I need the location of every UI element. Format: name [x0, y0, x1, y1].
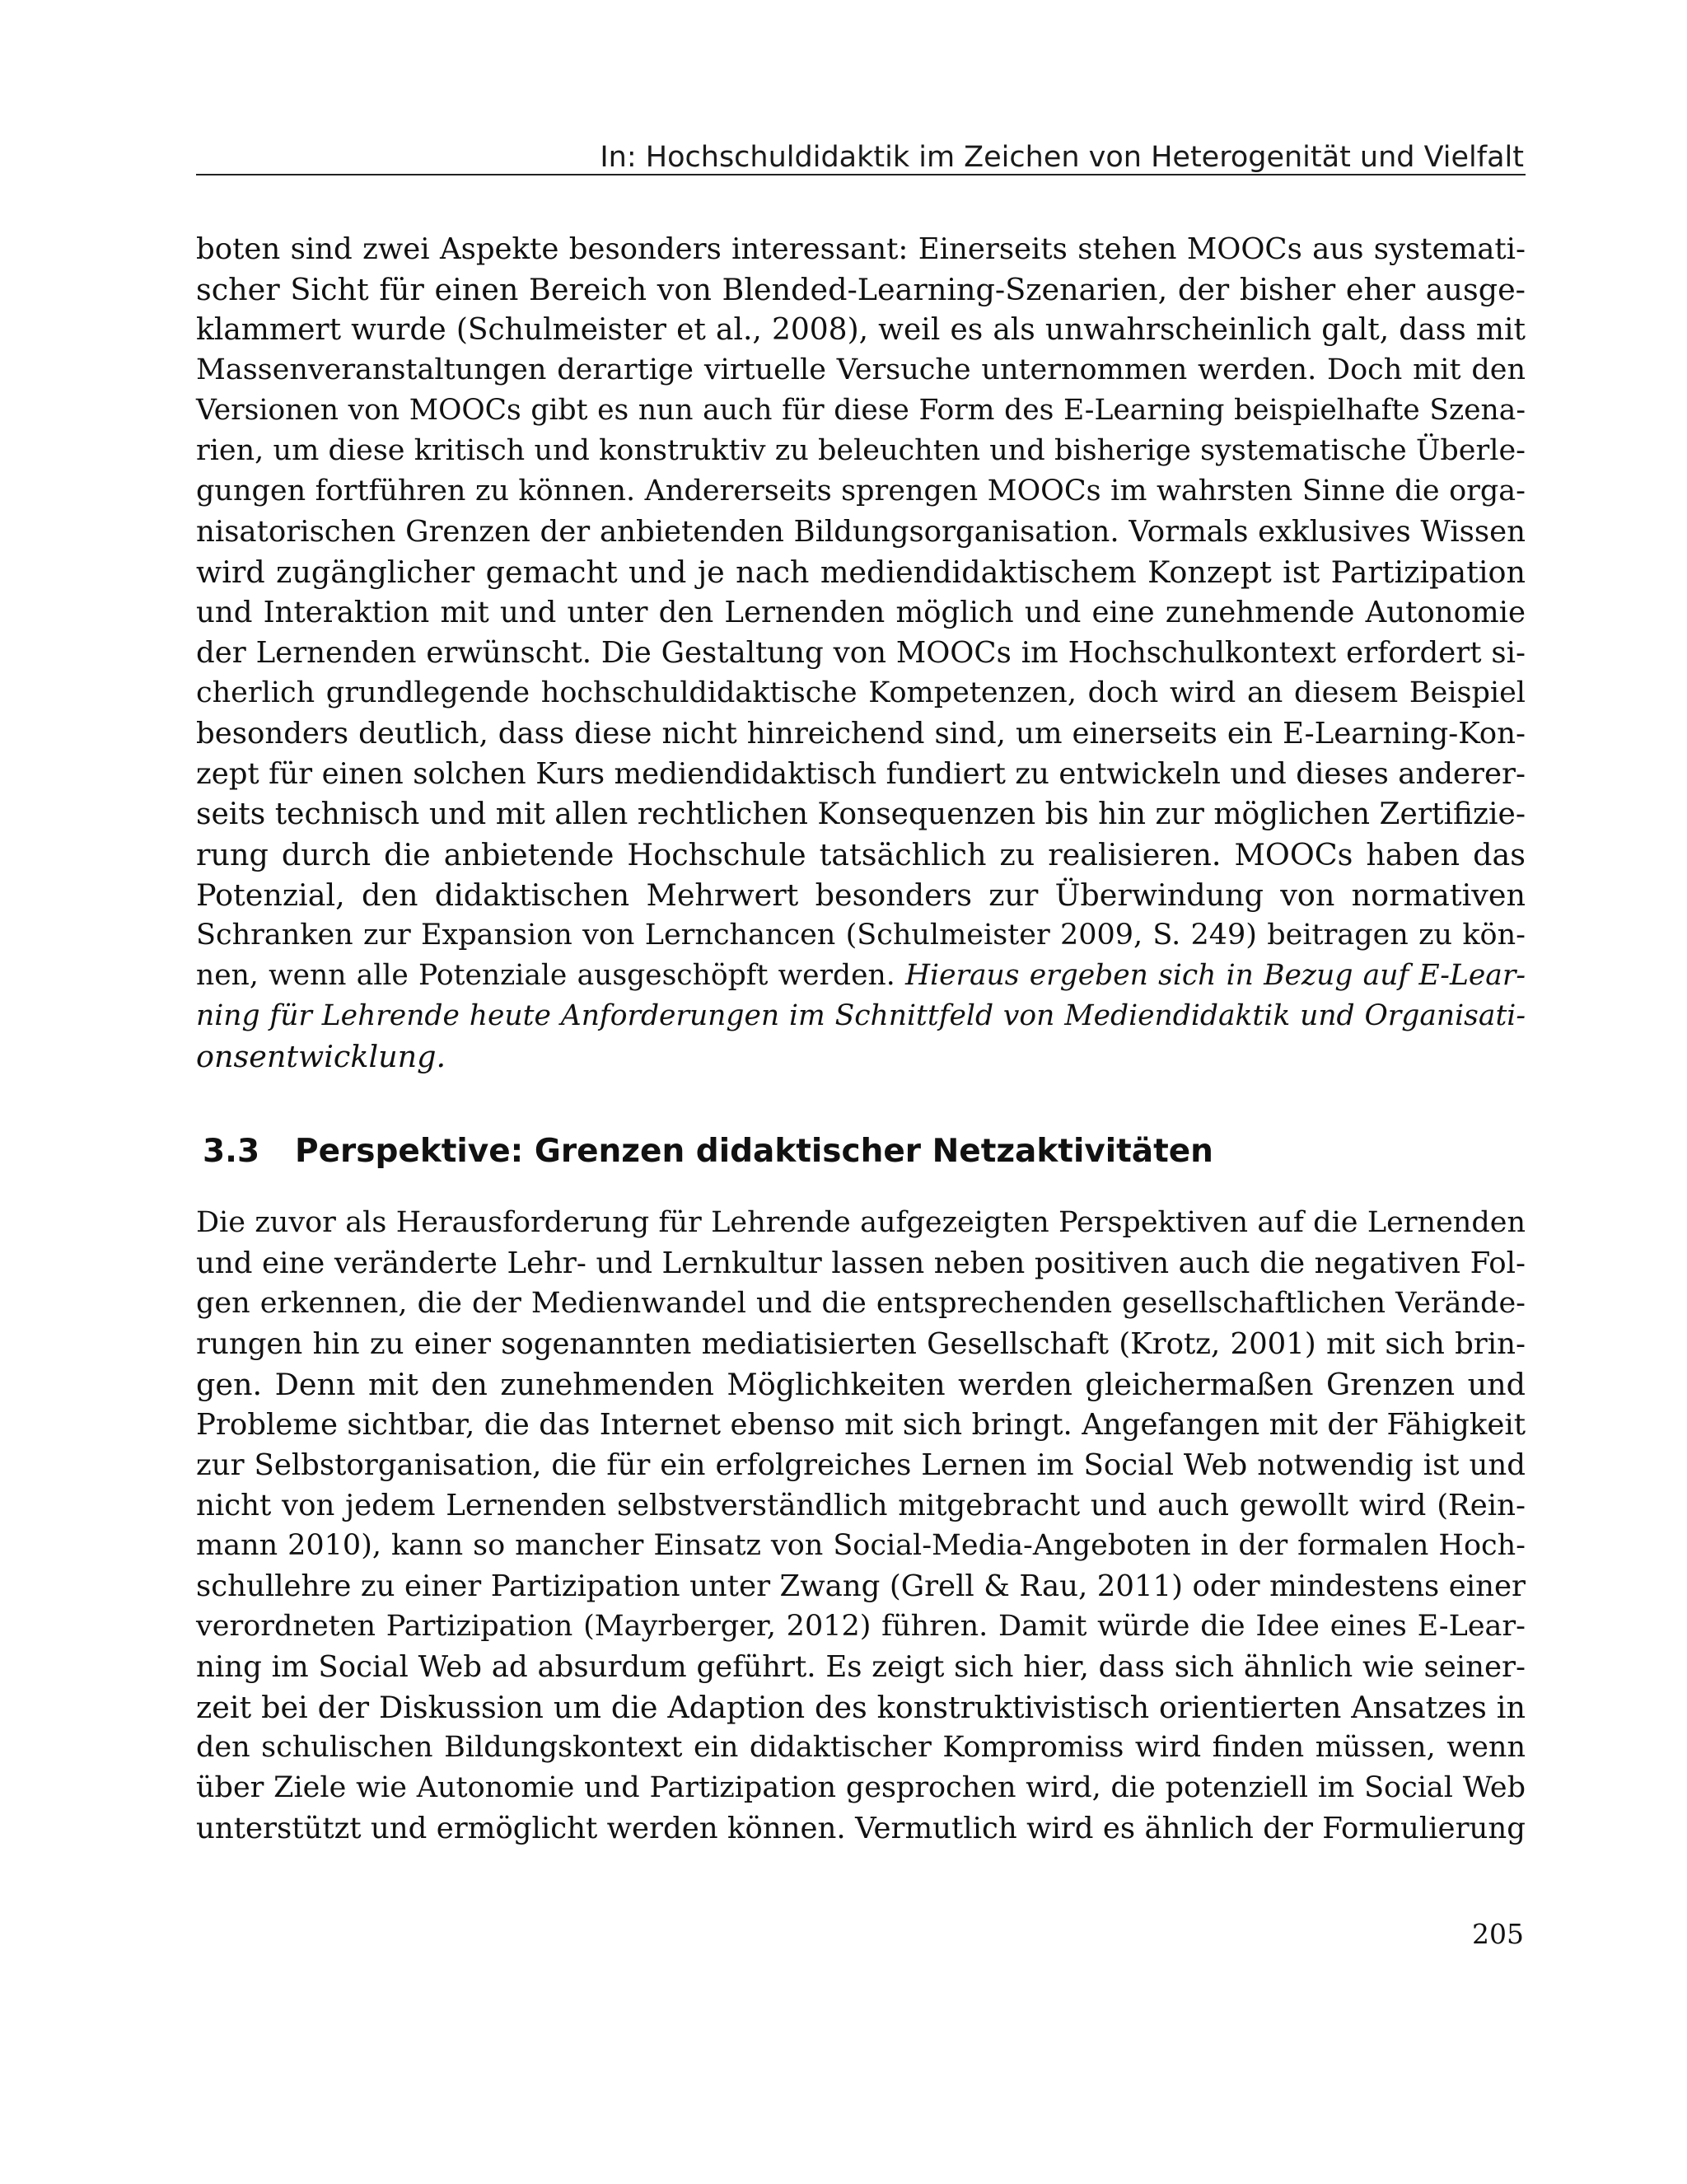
text-line: gungen fortführen zu können. Andererseits sprengen MOOCs im wahrsten Sinne die orga-: [196, 475, 1526, 507]
text-line-mixed: [196, 956, 1526, 996]
text-line: gen erkennen, die der Medienwandel und die entsprechenden gesellschaftlichen Verände-: [196, 1287, 1526, 1320]
text-line: nicht von jedem Lernenden selbstverständlich mitgebracht und auch gewollt wird (Rein-: [196, 1489, 1526, 1522]
italic-emphasis-line: ning für Lehrende heute Anforderungen im Schnittfeld von Mediendidaktik und Organisati-: [196, 999, 1526, 1032]
text-line: zept für einen solchen Kurs mediendidaktisch fundiert zu entwickeln und dieses anderer-: [196, 757, 1526, 791]
page-number: 205: [1472, 1918, 1524, 1950]
text-line: scher Sicht für einen Bereich von Blended-Learning-Szenarien, der bisher eher ausge-: [196, 272, 1526, 307]
text-line: schullehre zu einer Partizipation unter Zwang (Grell & Rau, 2011) oder mindestens einer: [196, 1569, 1526, 1603]
text-line: cherlich grundlegende hochschuldidaktische Kompetenzen, doch wird an diesem Beispiel: [196, 676, 1526, 709]
section-title: Perspektive: Grenzen didaktischer Netzaktivitäten: [295, 1133, 1213, 1170]
text-line: besonders deutlich, dass diese nicht hinreichend sind, um einerseits ein E-Learning-Kon-: [196, 717, 1526, 751]
text-line: zur Selbstorganisation, die für ein erfolgreiches Lernen im Social Web notwendig ist und: [196, 1448, 1526, 1482]
text-line: klammert wurde (Schulmeister et al., 2008), weil es als unwahrscheinlich galt, dass mit: [196, 313, 1526, 347]
text-line: zeit bei der Diskussion um die Adaption des konstruktivistisch orientierten Ansatzes in: [196, 1690, 1526, 1725]
text-line: Die zuvor als Herausforderung für Lehrende aufgezeigten Perspektiven auf die Lernenden: [196, 1206, 1526, 1239]
text-line: rungen hin zu einer sogenannten mediatisierten Gesellschaft (Krotz, 2001) mit sich brin-: [196, 1327, 1526, 1361]
text-line: mann 2010), kann so mancher Einsatz von Social-Media-Angeboten in der formalen Hoch-: [196, 1529, 1526, 1562]
text-span: nen, wenn alle Potenziale ausgeschöpft werden.: [196, 959, 905, 992]
text-line: nisatorischen Grenzen der anbietenden Bildungsorganisation. Vormals exklusives Wissen: [196, 515, 1526, 549]
text-line: rien, um diese kritisch und konstruktiv zu beleuchten und bisherige systematische Überle-: [196, 434, 1526, 467]
text-line: gen. Denn mit den zunehmenden Möglichkeiten werden gleichermaßen Grenzen und: [196, 1367, 1526, 1402]
text-line: unterstützt und ermöglicht werden können. Vermutlich wird es ähnlich der Formulierung: [196, 1812, 1526, 1845]
section-heading: [203, 1129, 1526, 1175]
running-header: In: Hochschuldidaktik im Zeichen von Heterogenität und Vielfalt: [600, 141, 1524, 174]
header-rule: [196, 174, 1526, 175]
text-line: ning im Social Web ad absurdum geführt. Es zeigt sich hier, dass sich ähnlich wie seiner-: [196, 1650, 1526, 1684]
text-line: Schranken zur Expansion von Lernchancen (Schulmeister 2009, S. 249) beitragen zu kön-: [196, 919, 1526, 952]
body-paragraph-1: [196, 229, 1526, 1077]
body-paragraph-2: [196, 1203, 1526, 1849]
italic-emphasis-line: onsentwicklung.: [196, 1039, 446, 1074]
text-line: verordneten Partizipation (Mayrberger, 2012) führen. Damit würde die Idee eines E-Lear-: [196, 1610, 1526, 1643]
text-line: Potenzial, den didaktischen Mehrwert besonders zur Überwindung von normativen: [196, 877, 1526, 913]
text-line: der Lernenden erwünscht. Die Gestaltung von MOOCs im Hochschulkontext erfordert si-: [196, 636, 1526, 670]
text-line: Probleme sichtbar, die das Internet ebenso mit sich bringt. Angefangen mit der Fähigkeit: [196, 1408, 1526, 1442]
text-line: über Ziele wie Autonomie und Partizipation gesprochen wird, die potenziell im Social Web: [196, 1771, 1526, 1804]
text-line: Massenveranstaltungen derartige virtuelle Versuche unternommen werden. Doch mit den: [196, 353, 1526, 386]
text-line: seits technisch und mit allen rechtlichen Konsequenzen bis hin zur möglichen Zertifizie-: [196, 797, 1526, 831]
text-line: rung durch die anbietende Hochschule tatsächlich zu realisieren. MOOCs haben das: [196, 837, 1526, 872]
text-line: und eine veränderte Lehr- und Lernkultur lassen neben positiven auch die negativen Fol-: [196, 1246, 1526, 1280]
section-number: 3.3: [203, 1133, 260, 1170]
text-line: wird zugänglicher gemacht und je nach mediendidaktischem Konzept ist Partizipation: [196, 554, 1526, 590]
text-line: den schulischen Bildungskontext ein didaktischer Kompromiss wird finden müssen, wenn: [196, 1731, 1526, 1764]
text-line: und Interaktion mit und unter den Lernenden möglich und eine zunehmende Autonomie: [196, 596, 1526, 629]
italic-emphasis: Hieraus ergeben sich in Bezug auf E-Lear-: [904, 959, 1526, 992]
text-line: Versionen von MOOCs gibt es nun auch für diese Form des E-Learning beispielhafte Szena-: [196, 394, 1526, 427]
text-line: boten sind zwei Aspekte besonders interessant: Einerseits stehen MOOCs aus systemati-: [196, 232, 1526, 266]
